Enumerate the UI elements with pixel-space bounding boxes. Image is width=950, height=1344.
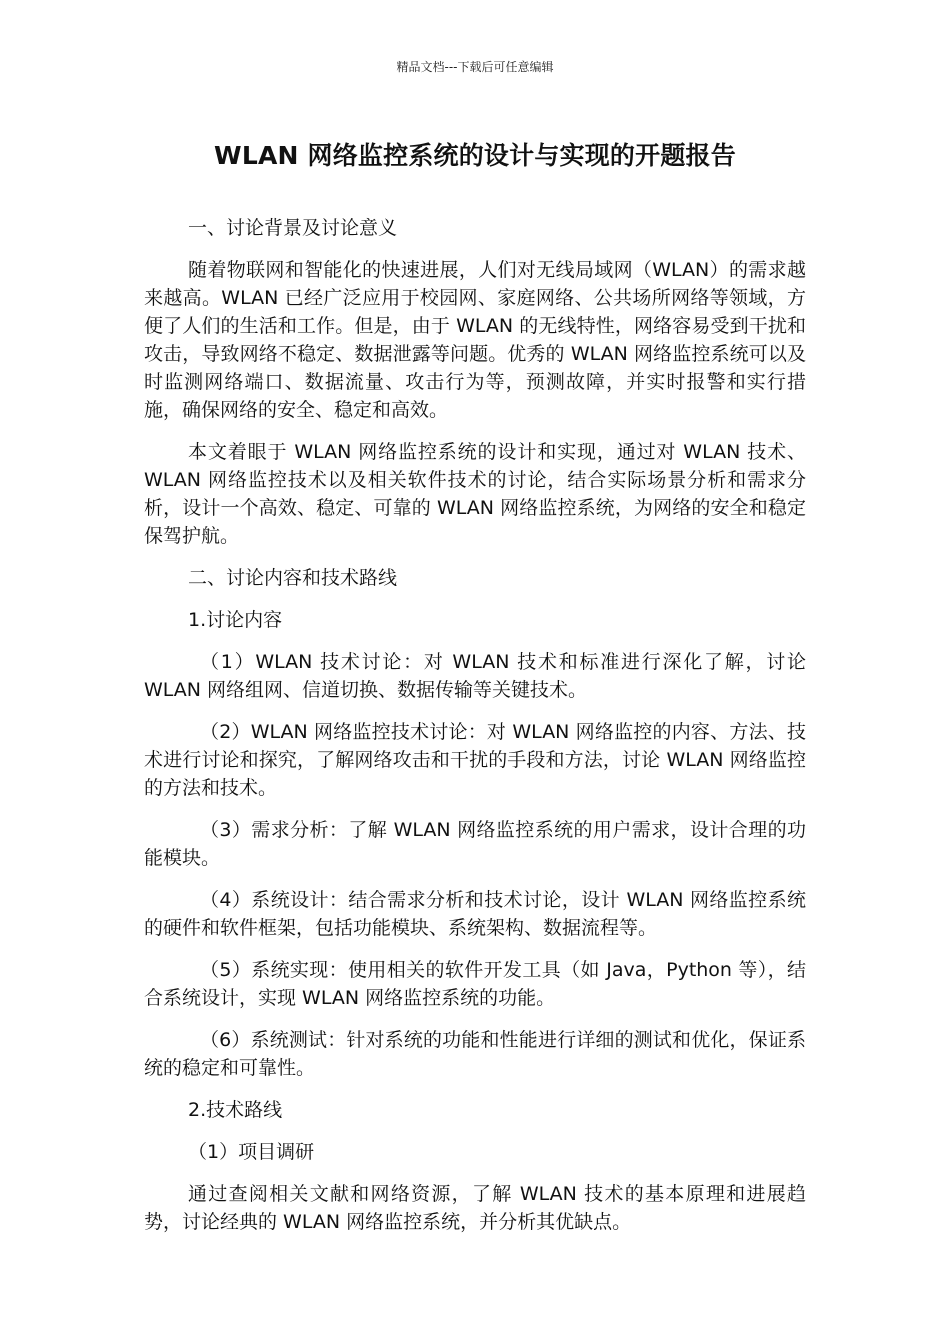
header-note: 精品文档---下载后可任意编辑 <box>396 60 554 74</box>
route-item-heading: （1）项目调研 <box>188 1141 315 1163</box>
paragraph-purpose: 本文着眼于 WLAN 网络监控系统的设计和实现，通过对 WLAN 技术、WLAN 网络监控技术以及相关软件技术的讨论，结合实际场景分析和需求分析，设计一个高效、稳定、可靠的 WLAN 网络监控系统，为网络的安全和稳定保驾护航。 <box>144 441 806 547</box>
document-body <box>144 214 806 1250</box>
section-heading-content: 二、讨论内容和技术路线 <box>188 567 398 589</box>
content-item: （3）需求分析：了解 WLAN 网络监控系统的用户需求，设计合理的功能模块。 <box>144 819 806 869</box>
route-item-text: 通过查阅相关文献和网络资源，了解 WLAN 技术的基本原理和进展趋势，讨论经典的 WLAN 网络监控系统，并分析其优缺点。 <box>144 1183 806 1233</box>
document-title: WLAN 网络监控系统的设计与实现的开题报告 <box>214 141 736 170</box>
content-item: （2）WLAN 网络监控技术讨论：对 WLAN 网络监控的内容、方法、技术进行讨论和探究，了解网络攻击和干扰的手段和方法，讨论 WLAN 网络监控的方法和技术。 <box>144 721 806 799</box>
subsection-heading-content: 1.讨论内容 <box>188 609 283 631</box>
content-item: （5）系统实现：使用相关的软件开发工具（如 Java，Python 等），结合系统设计，实现 WLAN 网络监控系统的功能。 <box>144 959 806 1009</box>
subsection-heading-route: 2.技术路线 <box>188 1099 283 1121</box>
section-heading-background: 一、讨论背景及讨论意义 <box>188 217 398 239</box>
content-item: （6）系统测试：针对系统的功能和性能进行详细的测试和优化，保证系统的稳定和可靠性。 <box>144 1029 806 1079</box>
content-item: （4）系统设计：结合需求分析和技术讨论，设计 WLAN 网络监控系统的硬件和软件框架，包括功能模块、系统架构、数据流程等。 <box>144 889 806 939</box>
content-item: （1）WLAN 技术讨论：对 WLAN 技术和标准进行深化了解，讨论 WLAN 网络组网、信道切换、数据传输等关键技术。 <box>144 651 806 701</box>
paragraph-background: 随着物联网和智能化的快速进展，人们对无线局域网（WLAN）的需求越来越高。WLAN 已经广泛应用于校园网、家庭网络、公共场所网络等领域，方便了人们的生活和工作。但是，由于 WLAN 的无线特性，网络容易受到干扰和攻击，导致网络不稳定、数据泄露等问题。优秀的 WLAN 网络监控系统可以及时监测网络端口、数据流量、攻击行为等，预测故障，并实时报警和实行措施，确保网络的安全、稳定和高效。 <box>144 259 806 421</box>
